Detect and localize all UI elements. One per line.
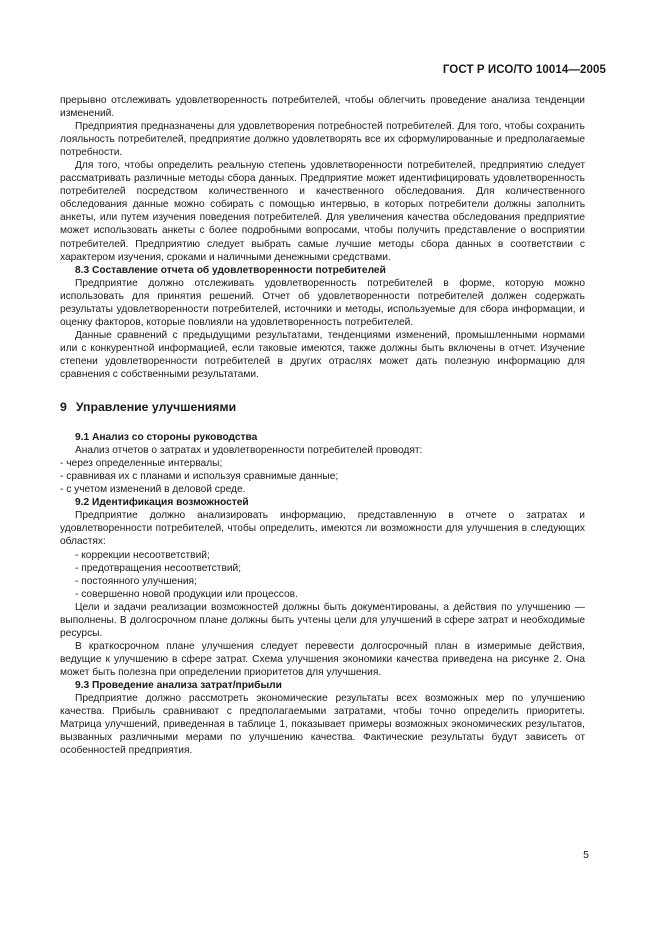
- section-title: Управление улучшениями: [75, 400, 237, 415]
- section-number: 9: [60, 400, 67, 415]
- list-item: - через определенные интервалы;: [60, 458, 223, 470]
- paragraph: прерывно отслеживать удовлетворенность потребителей, чтобы облегчить проведение анализа тенденции изменений.: [60, 95, 585, 120]
- paragraph: Предприятие должно анализировать информацию, представленную в отчете о затратах и удовлетворенности потребителей, чтобы определить, имеются ли возможности для улучшения в следующих областях:: [60, 510, 585, 548]
- section-heading-9: [60, 401, 585, 414]
- paragraph: Для того, чтобы определить реальную степень удовлетворенности потребителей, предприятию следует рассматривать различные методы сбора данных. Предприятие может идентифицировать удовлетворенность потребителей посредством количественного и качественного обследования. Для количественного обследования данные можно собирать с помощью интервью, в которых потребители должны заполнить анкеты, или путем изучения поведения потребителей. Для увеличения качества обследования предприятие может использовать анкеты с более подробными вопросами, чтобы получить представление о восприятии потребителей. Предприятию следует выбрать самые лучшие методы сбора данных в соответствии с характером изучения, сроками и наличными денежными средствами.: [60, 160, 585, 263]
- list-item: - сравнивая их с планами и используя сравнимые данные;: [60, 471, 339, 483]
- page-number: 5: [583, 849, 589, 861]
- paragraph: Предприятие должно отслеживать удовлетворенность потребителей в форме, которую можно использовать для принятия решений. Отчет об удовлетворенности потребителей должен содержать результаты удовлетворенности потребителей, источники и методы, используемые для сбора информации, и оценку факторов, которые повлияли на удовлетворенность потребителей.: [60, 277, 585, 328]
- list-item: - постоянного улучшения;: [75, 575, 197, 587]
- list-item: - с учетом изменений в деловой среде.: [60, 484, 246, 496]
- paragraph: Данные сравнений с предыдущими результатами, тенденциями изменений, промышленными нормами или с конкурентной информацией, если таковые имеются, также должны быть включены в отчет. Изучение степени удовлетворенности потребителей в других отраслях может дать полезную информацию для сравнения с собственными результатами.: [60, 329, 585, 380]
- list-item: - коррекции несоответствий;: [75, 549, 210, 561]
- subsection-heading-9-1: 9.1 Анализ со стороны руководства: [75, 432, 258, 444]
- paragraph: В краткосрочном плане улучшения следует перевести долгосрочный план в измеримые действия, ведущие к улучшению в сфере затрат. Схема улучшения экономики качества приведена на рисунке 2. Она может быть полезна при определении приоритетов для улучшения.: [60, 640, 585, 678]
- list-item: - предотвращения несоответствий;: [75, 562, 242, 574]
- subsection-heading-9-3: 9.3 Проведение анализа затрат/прибыли: [75, 679, 282, 691]
- paragraph: Анализ отчетов о затратах и удовлетворенности потребителей проводят:: [75, 445, 423, 457]
- subsection-heading-9-2: 9.2 Идентификация возможностей: [75, 497, 249, 509]
- paragraph: Предприятие должно рассмотреть экономические результаты всех возможных мер по улучшению качества. Прибыль сравнивают с предполагаемыми затратами, чтобы точно определить приоритеты. Матрица улучшений, приведенная в таблице 1, показывает примеры возможных экономических результатов, вызванных различными мерами по улучшению качества. Фактические результаты будут зависеть от особенностей предприятия.: [60, 693, 585, 757]
- subsection-heading-8-3: 8.3 Составление отчета об удовлетворенности потребителей: [75, 264, 386, 276]
- list-item: - совершенно новой продукции или процессов.: [75, 588, 298, 600]
- document-header: ГОСТ Р ИСО/ТО 10014—2005: [442, 64, 606, 76]
- document-body: [60, 94, 585, 757]
- paragraph: Цели и задачи реализации возможностей должны быть документированы, а действия по улучшению — выполнены. В долгосрочном плане должны быть учтены цели для улучшений в сфере затрат и необходимые ресурсы.: [60, 601, 585, 639]
- paragraph: Предприятия предназначены для удовлетворения потребностей потребителей. Для того, чтобы сохранить лояльность потребителей, предприятие должно удовлетворять все их сформулированные и предполагаемые потребности.: [60, 121, 585, 159]
